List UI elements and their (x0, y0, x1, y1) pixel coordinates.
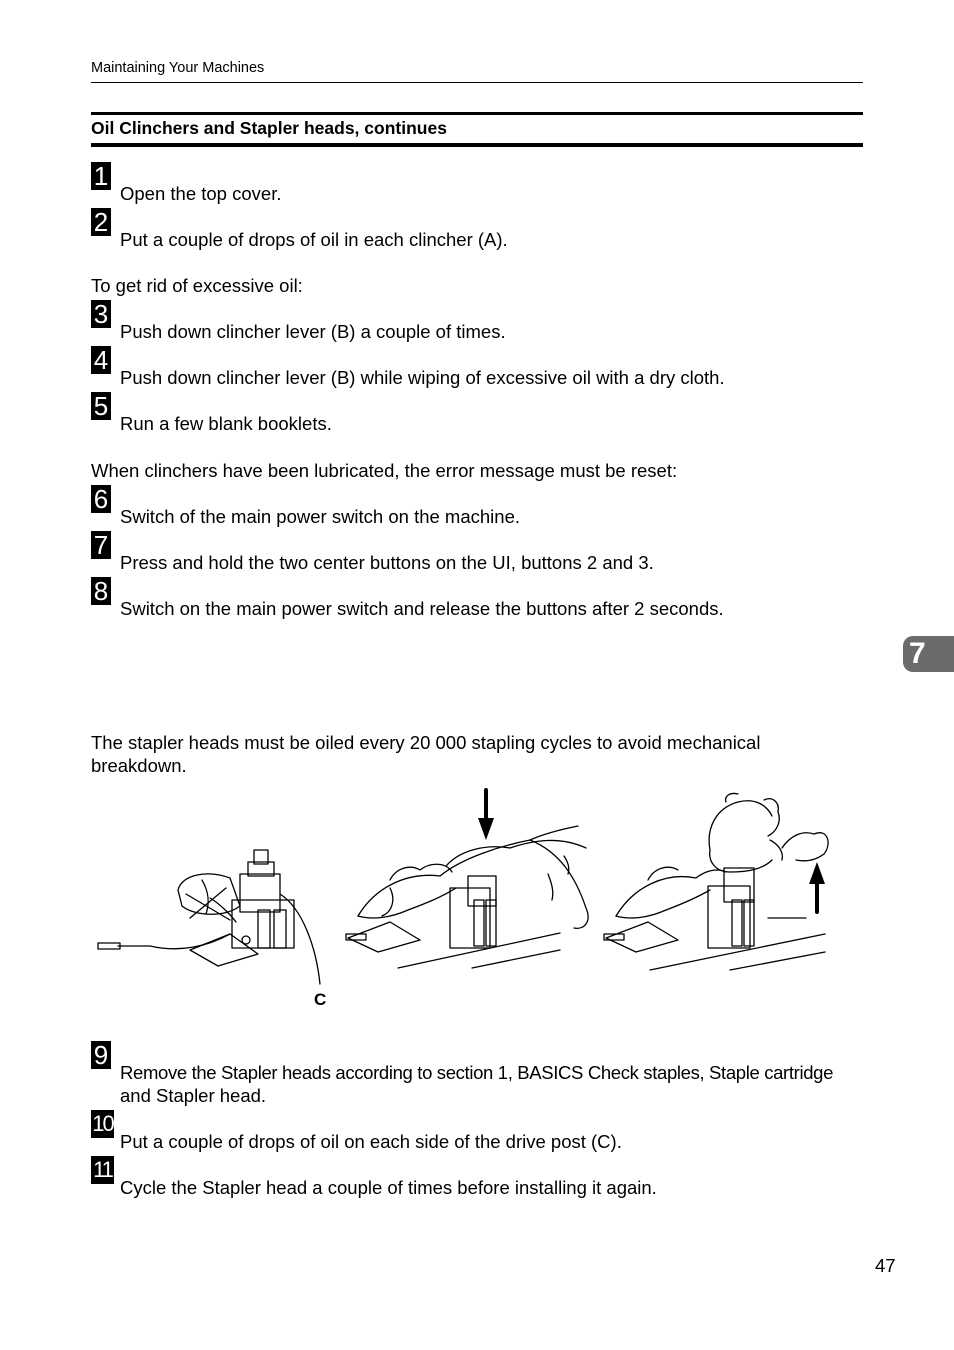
step-text: Open the top cover. (120, 183, 282, 204)
step-number: 9 (91, 1041, 111, 1069)
callout-c: C (314, 990, 327, 1009)
header-rule (91, 82, 863, 83)
note-stapler-line-1: The stapler heads must be oiled every 20 000 stapling cycles to avoid mechanical (91, 732, 761, 753)
step-number: 4 (91, 346, 111, 374)
step-number: 8 (91, 577, 111, 605)
arrow-up-icon (809, 862, 825, 912)
stapler-head-drawing-1 (98, 850, 320, 984)
step-text-continued: and Stapler head. (120, 1085, 267, 1106)
step-text: Put a couple of drops of oil in each clincher (A). (120, 229, 508, 250)
step-number: 5 (91, 392, 111, 420)
step-text: Run a few blank booklets. (120, 413, 332, 434)
step-text: Remove the Stapler heads according to section 1, BASICS Check staples, Staple cartridge (120, 1062, 834, 1083)
step-text: Put a couple of drops of oil on each side of the drive post (C). (120, 1131, 622, 1152)
stapler-head-illustration (90, 788, 835, 1013)
section-title: Oil Clinchers and Stapler heads, continues (91, 118, 447, 138)
step-text: Press and hold the two center buttons on the UI, buttons 2 and 3. (120, 552, 654, 573)
step-text: Push down clincher lever (B) while wiping of excessive oil with a dry cloth. (120, 367, 725, 388)
note-excess-oil: To get rid of excessive oil: (91, 275, 303, 296)
step-number: 3 (91, 300, 111, 328)
note-stapler-line-2: breakdown. (91, 755, 187, 776)
note-reset: When clinchers have been lubricated, the error message must be reset: (91, 460, 678, 481)
arrow-down-icon (478, 790, 494, 840)
running-header: Maintaining Your Machines (91, 60, 265, 76)
step-text: Switch of the main power switch on the machine. (120, 506, 520, 527)
stapler-head-drawing-3 (604, 793, 828, 970)
section-title-bar (91, 112, 863, 147)
step-number: 1 (91, 162, 111, 190)
stapler-head-drawing-2 (346, 826, 588, 968)
step-number: 11 (91, 1156, 114, 1184)
step-text: Switch on the main power switch and release the buttons after 2 seconds. (120, 598, 724, 619)
step-text: Cycle the Stapler head a couple of times before installing it again. (120, 1177, 657, 1198)
step-number: 2 (91, 208, 111, 236)
step-text: Push down clincher lever (B) a couple of times. (120, 321, 506, 342)
page-number: 47 (875, 1255, 896, 1276)
step-number: 6 (91, 485, 111, 513)
chapter-tab: 7 (903, 636, 954, 672)
step-number: 7 (91, 531, 111, 559)
step-number: 10 (92, 1111, 113, 1136)
